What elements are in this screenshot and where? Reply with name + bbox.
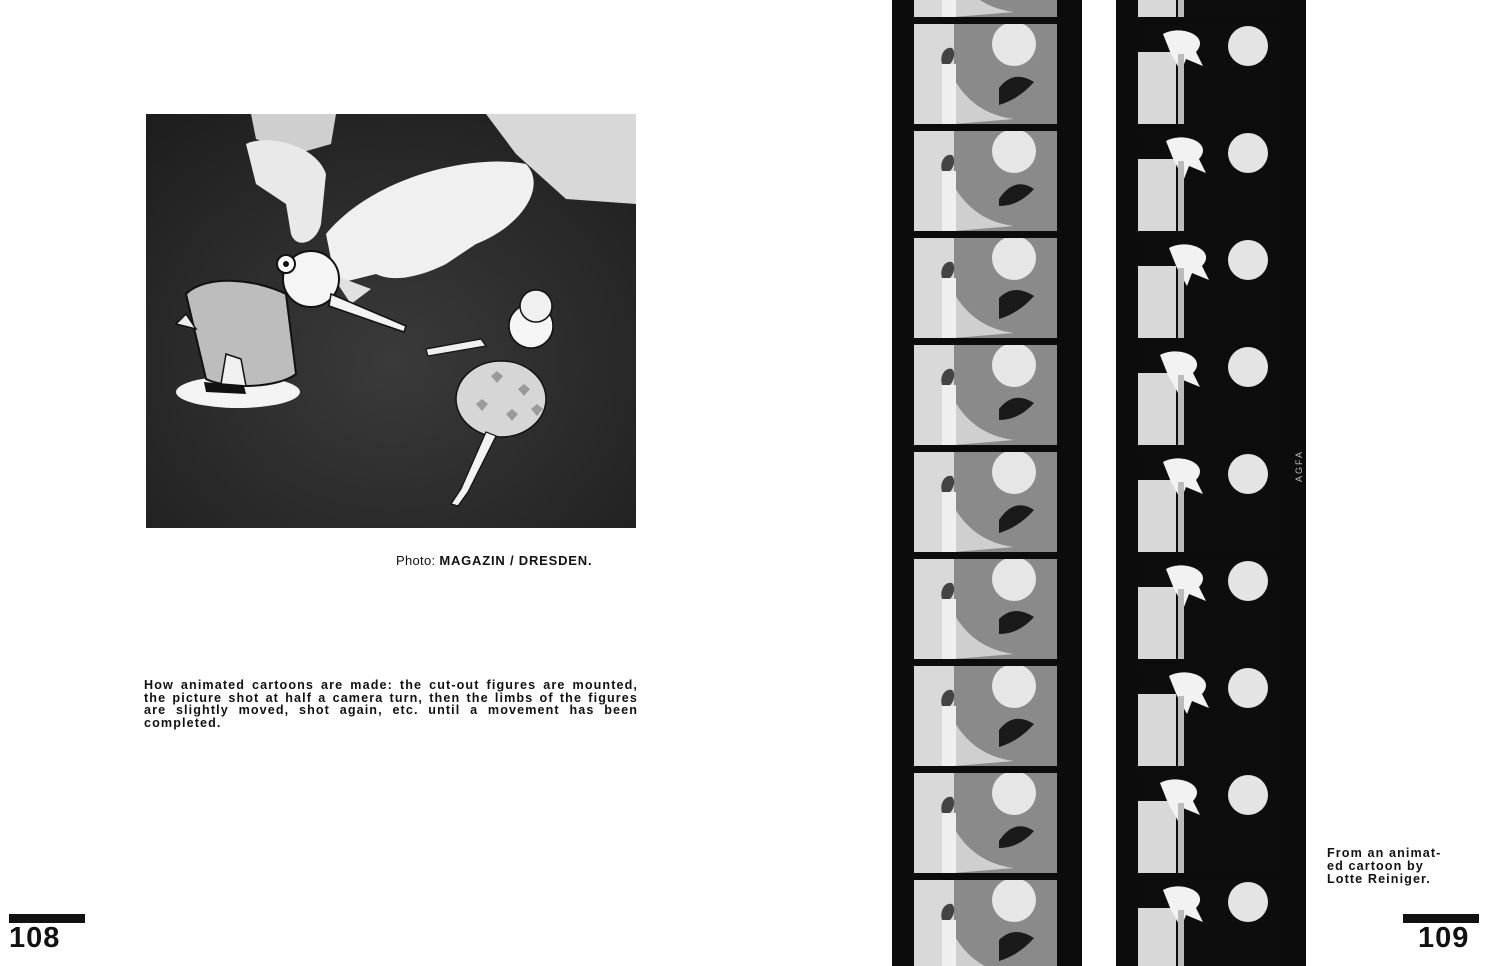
film-strip-right: [1116, 0, 1306, 966]
page-number-right: 109: [1418, 922, 1470, 954]
film-frame: [914, 345, 1057, 445]
film-caption-line: From an animat-: [1327, 846, 1442, 860]
film-edge-mark: AGFA: [1294, 450, 1304, 483]
film-strip-left: [892, 0, 1082, 966]
film-frame: [914, 131, 1057, 231]
film-frame: [1138, 345, 1281, 445]
film-caption-line: ed cartoon by: [1327, 859, 1424, 873]
film-frame: [914, 452, 1057, 552]
film-frame: [914, 238, 1057, 338]
film-frame: [914, 773, 1057, 873]
film-frame: [1138, 131, 1281, 231]
page-number-left: 108: [9, 922, 61, 954]
film-frame: [1138, 238, 1281, 338]
film-frame: [914, 666, 1057, 766]
photo-credit: [396, 553, 592, 568]
film-frame: [1138, 880, 1281, 966]
cartoon-figures-photo: [146, 114, 636, 528]
film-frame: [1138, 773, 1281, 873]
photo-caption: How animated cartoons are made: the cut-out figures are mounted, the picture shot at half a camera turn, then the limbs of the figures are slightly moved, shot again, etc. until a movement has been completed.: [144, 678, 638, 730]
film-caption-line: Lotte Reiniger.: [1327, 872, 1431, 886]
film-frame: [1138, 666, 1281, 766]
photo-credit-prefix: Photo:: [396, 553, 436, 568]
film-frame: [914, 0, 1057, 17]
film-frame: [1138, 24, 1281, 124]
photo-credit-source: MAGAZIN / DRESDEN.: [439, 553, 593, 568]
film-frame: [914, 880, 1057, 966]
film-frame: [914, 24, 1057, 124]
film-frame: [914, 559, 1057, 659]
film-frame: [1138, 559, 1281, 659]
film-frame: [1138, 0, 1281, 17]
film-caption: [1327, 847, 1477, 886]
film-frame: [1138, 452, 1281, 552]
